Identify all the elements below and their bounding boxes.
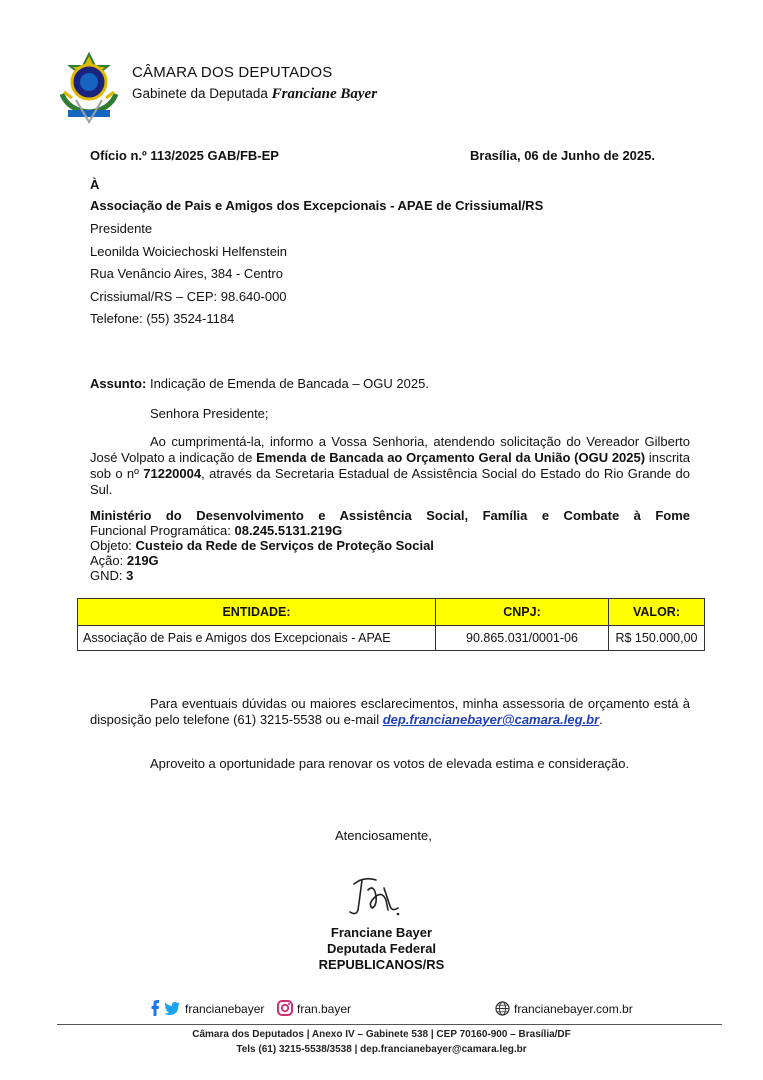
body2-end: . <box>599 712 603 727</box>
instagram-handle[interactable]: fran.bayer <box>297 1002 352 1016</box>
subject-text: Indicação de Emenda de Bancada – OGU 2025. <box>149 376 429 391</box>
office-name <box>132 86 377 103</box>
footer-address: Câmara dos Deputados | Anexo IV – Gabinete 538 | CEP 70160-900 – Brasília/DF <box>192 1029 571 1040</box>
acao-value: 219G <box>126 553 159 568</box>
ministry <box>90 508 690 524</box>
subject-label: Assunto: <box>90 376 147 391</box>
funcional-value: 08.245.5131.219G <box>234 523 343 538</box>
body-paragraph-1 <box>90 434 690 498</box>
gnd-value: 3 <box>126 568 134 583</box>
acao-line <box>90 553 159 568</box>
signer-title: Deputada Federal <box>326 941 437 956</box>
institution-name: CÂMARA DOS DEPUTADOS <box>132 64 333 81</box>
recipient-phone: Telefone: (55) 3524-1184 <box>90 311 235 326</box>
greeting: Senhora Presidente; <box>150 406 269 421</box>
table-header-entidade: ENTIDADE: <box>78 599 436 626</box>
body1-text-a: Ao cumprimentá-la, informo a Vossa Senhoria, atendendo solicitação do Vereador Gilberto José Volpato a indicação de <box>90 434 690 465</box>
footer-contact: Tels (61) 3215-5538/3538 | dep.francianebayer@camara.leg.br <box>236 1044 527 1055</box>
signer-name: Franciane Bayer <box>330 925 433 940</box>
website-link[interactable]: francianebayer.com.br <box>514 1002 633 1016</box>
objeto-label: Objeto: <box>90 538 136 553</box>
signer-party: REPUBLICANOS/RS <box>318 957 445 972</box>
gnd-line <box>90 568 133 583</box>
objeto-value: Custeio da Rede de Serviços de Proteção Social <box>135 538 434 553</box>
body1-text-c: inscrita sob o nº <box>90 450 690 481</box>
email-link[interactable]: dep.francianebayer@camara.leg.br <box>382 712 600 727</box>
facebook-icon[interactable] <box>150 1000 160 1016</box>
letter-reference: Ofício n.º 113/2025 GAB/FB-EP <box>90 148 279 163</box>
recipient-city-cep: Crissiumal/RS – CEP: 98.640-000 <box>90 289 287 304</box>
objeto-line <box>90 538 434 553</box>
table-header-valor: VALOR: <box>609 599 705 626</box>
twitter-icon[interactable] <box>164 1002 180 1015</box>
recipient-org: Associação de Pais e Amigos dos Excepcionais - APAE de Crissiumal/RS <box>90 198 544 213</box>
body1-number: 71220004 <box>143 466 202 481</box>
table-header-row <box>78 599 705 626</box>
ministry-name: Ministério do Desenvolvimento e Assistência Social, Família e Combate à Fome <box>90 508 690 523</box>
funcional-label: Funcional Programática: <box>90 523 235 538</box>
place-date: Brasília, 06 de Junho de 2025. <box>470 148 655 163</box>
amendment-table <box>77 598 705 651</box>
body-paragraph-3: Aproveito a oportunidade para renovar os votos de elevada estima e consideração. <box>150 756 630 771</box>
subject-line <box>90 376 429 391</box>
table-cell-entidade: Associação de Pais e Amigos dos Excepcionais - APAE <box>78 626 436 651</box>
funcional-line <box>90 523 342 538</box>
coat-of-arms-icon <box>54 52 124 124</box>
table-row <box>78 626 705 651</box>
table-header-cnpj: CNPJ: <box>436 599 609 626</box>
deputy-name: Franciane Bayer <box>271 86 378 102</box>
globe-icon[interactable] <box>495 1001 510 1016</box>
gnd-label: GND: <box>90 568 127 583</box>
body2-text: Para eventuais dúvidas ou maiores esclarecimentos, minha assessoria de orçamento está à disposição pelo telefone (61) 3215-5538 ou e-mail <box>90 696 690 727</box>
recipient-role: Presidente <box>90 221 153 236</box>
to-label: À <box>90 177 100 192</box>
body1-text-e: , através da Secretaria Estadual de Assistência Social do Estado do Rio Grande do Sul. <box>90 466 690 497</box>
acao-label: Ação: <box>90 553 127 568</box>
table-cell-cnpj: 90.865.031/0001-06 <box>436 626 609 651</box>
recipient-name: Leonilda Woiciechoski Helfenstein <box>90 244 288 259</box>
body-paragraph-2 <box>90 696 690 728</box>
office-prefix: Gabinete da Deputada <box>132 86 268 101</box>
recipient-address: Rua Venâncio Aires, 384 - Centro <box>90 266 283 281</box>
facebook-twitter-handle[interactable]: francianebayer <box>185 1002 265 1016</box>
handwritten-signature-icon <box>346 870 406 922</box>
footer-divider <box>57 1024 722 1025</box>
table-cell-valor: R$ 150.000,00 <box>609 626 705 651</box>
closing: Atenciosamente, <box>335 828 432 843</box>
body1-amendment: Emenda de Bancada ao Orçamento Geral da União (OGU 2025) <box>256 450 646 465</box>
instagram-icon[interactable] <box>277 1000 293 1016</box>
